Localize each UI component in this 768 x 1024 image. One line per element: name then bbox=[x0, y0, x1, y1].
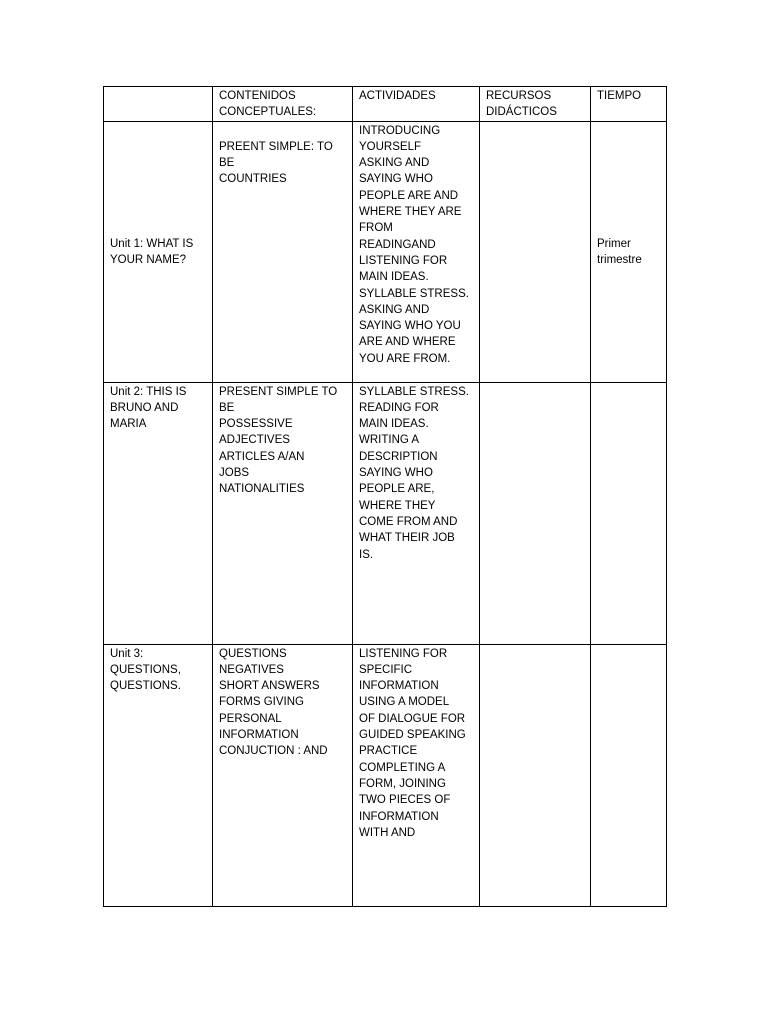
table-header-row bbox=[104, 87, 667, 122]
table-row bbox=[104, 644, 667, 906]
tiempo-cell bbox=[591, 382, 667, 644]
table-row bbox=[104, 121, 667, 382]
header-cell-contenidos: CONTENIDOS CONCEPTUALES: bbox=[213, 87, 353, 122]
recursos-cell bbox=[480, 382, 591, 644]
table-row bbox=[104, 382, 667, 644]
contenidos-cell: PREENT SIMPLE: TO BE COUNTRIES bbox=[213, 121, 353, 382]
contenidos-cell: PRESENT SIMPLE TO BE POSSESSIVE ADJECTIVES ARTICLES A/AN JOBS NATIONALITIES bbox=[213, 382, 353, 644]
header-cell-tiempo: TIEMPO bbox=[591, 87, 667, 122]
unit-cell: Unit 1: WHAT IS YOUR NAME? bbox=[104, 121, 213, 382]
lesson-plan-table bbox=[103, 86, 667, 907]
actividades-cell: LISTENING FOR SPECIFIC INFORMATION USING A MODEL OF DIALOGUE FOR GUIDED SPEAKING PRACTICE COMPLETING A FORM, JOINING TWO PIECES OF INFORMATION WITH AND bbox=[353, 644, 480, 906]
recursos-cell bbox=[480, 644, 591, 906]
tiempo-cell bbox=[591, 644, 667, 906]
header-cell-unit bbox=[104, 87, 213, 122]
contenidos-cell: QUESTIONS NEGATIVES SHORT ANSWERS FORMS GIVING PERSONAL INFORMATION CONJUCTION : AND bbox=[213, 644, 353, 906]
header-cell-actividades: ACTIVIDADES bbox=[353, 87, 480, 122]
tiempo-cell: Primer trimestre bbox=[591, 121, 667, 382]
actividades-cell: SYLLABLE STRESS. READING FOR MAIN IDEAS. WRITING A DESCRIPTION SAYING WHO PEOPLE ARE, WHERE THEY COME FROM AND WHAT THEIR JOB IS. bbox=[353, 382, 480, 644]
unit-cell: Unit 2: THIS IS BRUNO AND MARIA bbox=[104, 382, 213, 644]
recursos-cell bbox=[480, 121, 591, 382]
header-cell-recursos: RECURSOS DIDÁCTICOS bbox=[480, 87, 591, 122]
actividades-cell: INTRODUCING YOURSELF ASKING AND SAYING WHO PEOPLE ARE AND WHERE THEY ARE FROM READINGAND LISTENING FOR MAIN IDEAS. SYLLABLE STRESS. ASKING AND SAYING WHO YOU ARE AND WHERE YOU ARE FROM. bbox=[353, 121, 480, 382]
unit-cell: Unit 3: QUESTIONS, QUESTIONS. bbox=[104, 644, 213, 906]
